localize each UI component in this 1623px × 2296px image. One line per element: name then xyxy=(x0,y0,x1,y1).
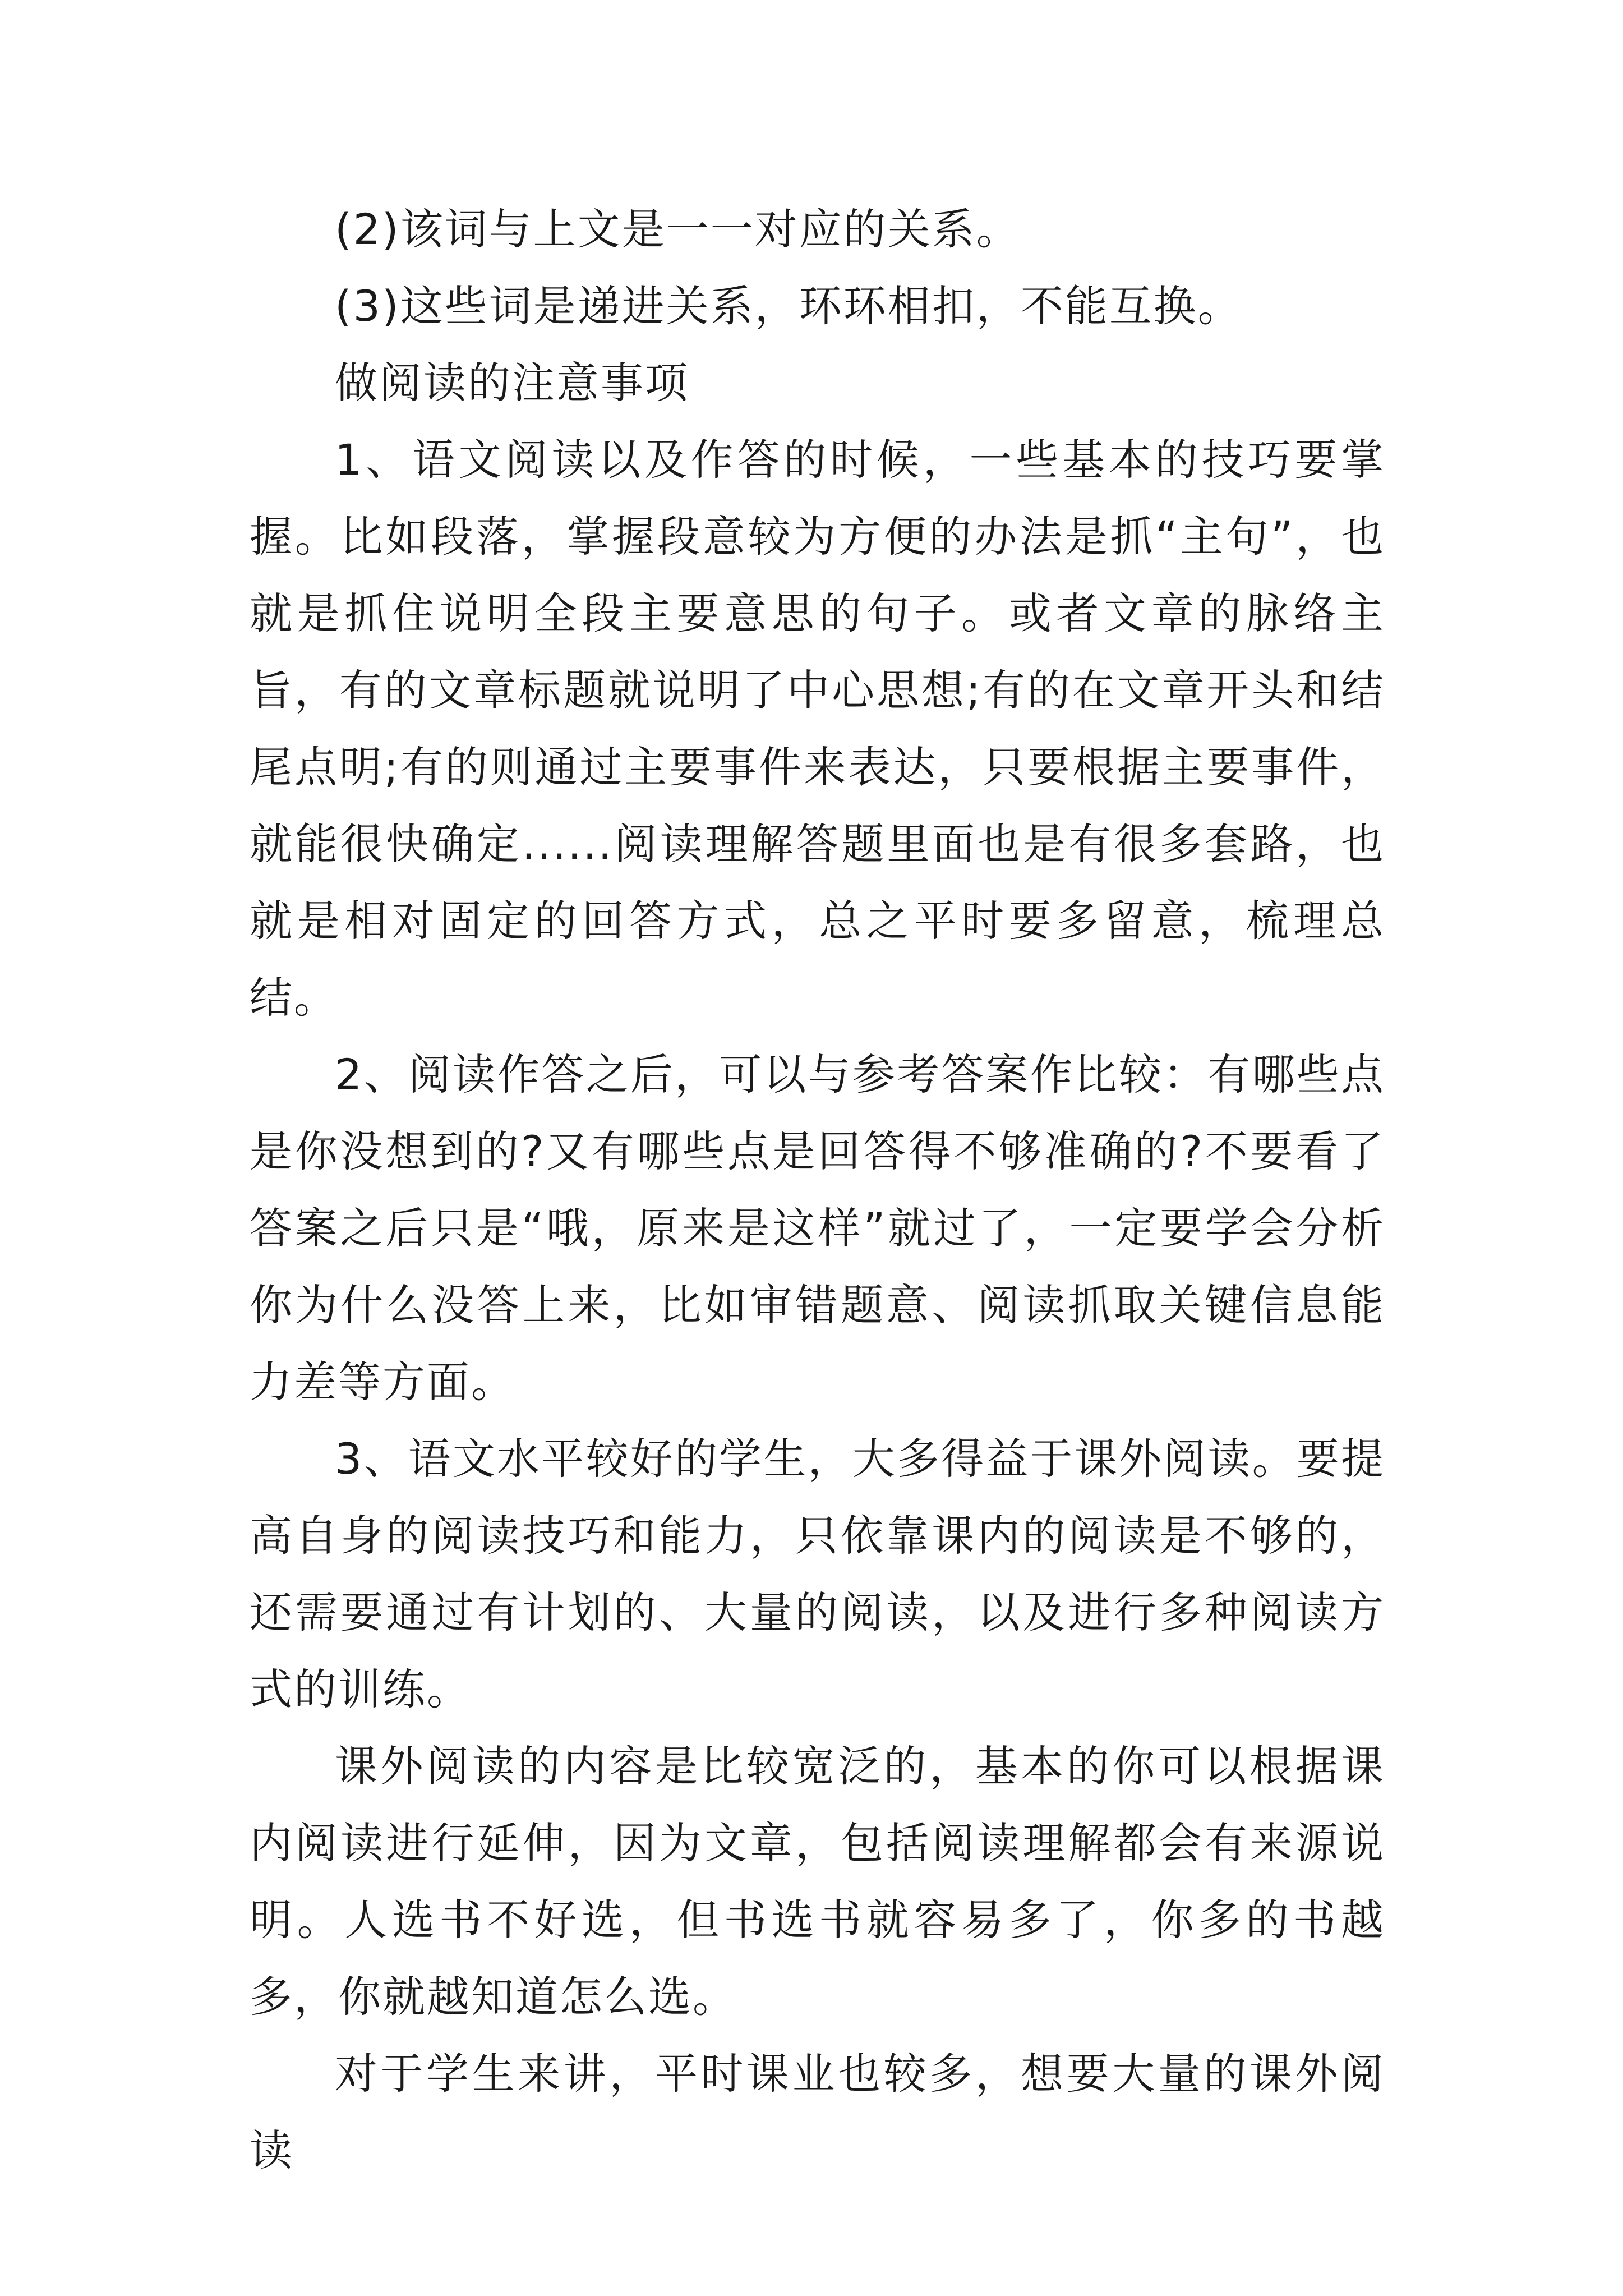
paragraph-tip-3: 3、语文水平较好的学生，大多得益于课外阅读。要提高自身的阅读技巧和能力，只依靠课内的阅读是不够的，还需要通过有计划的、大量的阅读，以及进行多种阅读方式的训练。 xyxy=(250,1434,1385,1714)
section-heading: 做阅读的注意事项 xyxy=(335,358,689,408)
paragraph-students: 对于学生来讲，平时课业也较多，想要大量的课外阅读 xyxy=(250,2049,1385,2175)
document-body xyxy=(250,191,1385,2189)
paragraph-tip-1: 1、语文阅读以及作答的时候，一些基本的技巧要掌握。比如段落，掌握段意较为方便的办法是抓“主句”，也就是抓住说明全段主要意思的句子。或者文章的脉络主旨，有的文章标题就说明了中心思想;有的在文章开头和结尾点明;有的则通过主要事件来表达，只要根据主要事件，就能很快确定......阅读理解答题里面也是有很多套路，也就是相对固定的回答方式，总之平时要多留意，梳理总结。 xyxy=(250,435,1385,1023)
paragraph-extracurricular: 课外阅读的内容是比较宽泛的，基本的你可以根据课内阅读进行延伸，因为文章，包括阅读理解都会有来源说明。人选书不好选，但书选书就容易多了，你多的书越多，你就越知道怎么选。 xyxy=(250,1741,1385,2022)
paragraph-item-2: (2)该词与上文是一一对应的关系。 xyxy=(335,204,1021,254)
paragraph-tip-2: 2、阅读作答之后，可以与参考答案作比较：有哪些点是你没想到的?又有哪些点是回答得不够准确的?不要看了答案之后只是“哦，原来是这样”就过了，一定要学会分析你为什么没答上来，比如审错题意、阅读抓取关键信息能力差等方面。 xyxy=(250,1050,1385,1407)
paragraph-item-3: (3)这些词是递进关系，环环相扣，不能互换。 xyxy=(335,281,1242,331)
